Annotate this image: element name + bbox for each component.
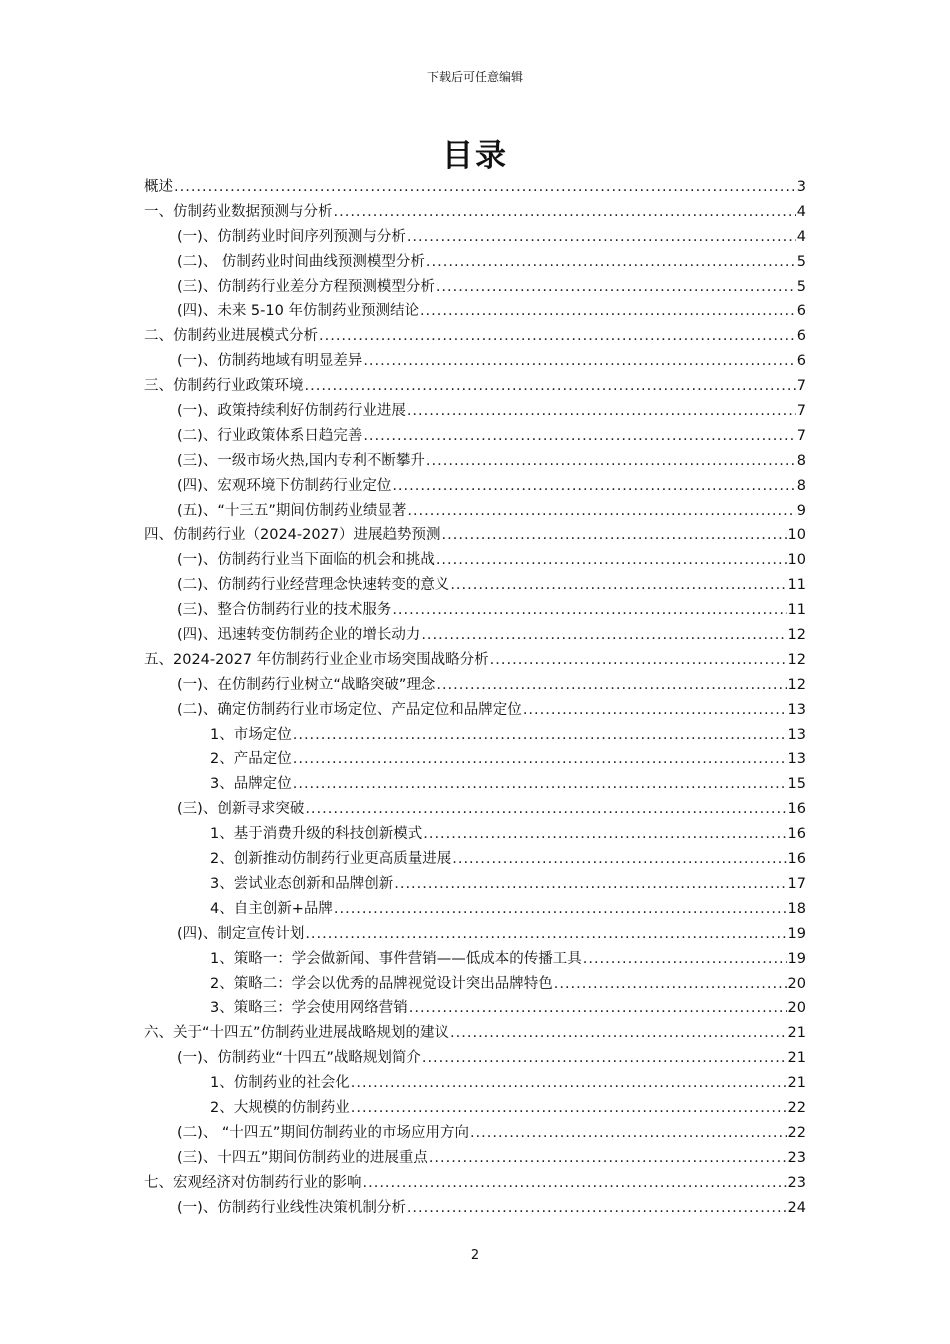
toc-dot-leader — [407, 499, 795, 524]
toc-entry-title: (二)、仿制药行业经营理念快速转变的意义 — [177, 577, 450, 594]
toc-entry-page: 17 — [787, 875, 806, 892]
toc-dot-leader — [363, 424, 795, 449]
toc-dot-leader — [436, 548, 787, 573]
toc-dot-leader — [452, 847, 786, 872]
toc-entry-page: 10 — [787, 552, 806, 569]
toc-entry-page: 13 — [787, 726, 806, 743]
toc-dot-leader — [442, 523, 787, 548]
toc-entry-title: 三、仿制药行业政策环境 — [144, 378, 304, 395]
toc-entry[interactable] — [144, 772, 806, 797]
toc-entry-page: 11 — [787, 577, 806, 594]
toc-entry[interactable] — [144, 847, 806, 872]
toc-entry-page: 19 — [787, 950, 806, 967]
toc-entry-title: (四)、宏观环境下仿制药行业定位 — [177, 477, 392, 494]
toc-entry-title: 五、2024-2027 年仿制药行业企业市场突围战略分析 — [144, 651, 489, 668]
toc-dot-leader — [363, 349, 795, 374]
header-note: 下载后可任意编辑 — [426, 70, 523, 84]
toc-entry[interactable] — [144, 598, 806, 623]
toc-dot-leader — [423, 822, 786, 847]
toc-entry[interactable] — [144, 673, 806, 698]
toc-dot-leader — [392, 474, 795, 499]
toc-entry-title: 3、策略三：学会使用网络营销 — [210, 1000, 408, 1017]
toc-entry-title: 六、关于“十四五”仿制药业进展战略规划的建议 — [144, 1025, 450, 1042]
toc-entry-page: 11 — [787, 602, 806, 619]
toc-entry[interactable] — [144, 797, 806, 822]
toc-entry-page: 5 — [796, 278, 806, 295]
toc-entry-title: (四)、未来 5-10 年仿制药业预测结论 — [177, 303, 419, 320]
toc-entry[interactable] — [144, 947, 806, 972]
toc-entry-page: 8 — [796, 452, 806, 469]
toc-entry[interactable] — [144, 1171, 806, 1196]
toc-entry-page: 7 — [796, 403, 806, 420]
toc-dot-leader — [450, 1021, 787, 1046]
toc-entry[interactable] — [144, 723, 806, 748]
page-number: 2 — [470, 1248, 480, 1263]
toc-entry-title: 七、宏观经济对仿制药行业的影响 — [144, 1174, 362, 1191]
toc-entry-title: (五)、“十三五”期间仿制药业绩显著 — [177, 502, 407, 519]
toc-entry[interactable] — [144, 250, 806, 275]
toc-entry[interactable] — [144, 1121, 806, 1146]
toc-dot-leader — [554, 972, 787, 997]
toc-entry-page: 13 — [787, 751, 806, 768]
toc-entry-page: 6 — [796, 353, 806, 370]
toc-entry-page: 18 — [787, 900, 806, 917]
toc-dot-leader — [319, 324, 796, 349]
toc-entry-page: 6 — [796, 328, 806, 345]
toc-entry-page: 19 — [787, 925, 806, 942]
toc-entry-title: (一)、仿制药行业线性决策机制分析 — [177, 1199, 406, 1216]
toc-dot-leader — [490, 648, 787, 673]
toc-dot-leader — [293, 723, 787, 748]
toc-dot-leader — [305, 797, 786, 822]
toc-entry-title: (一)、仿制药业时间序列预测与分析 — [177, 228, 406, 245]
toc-dot-leader — [409, 996, 787, 1021]
toc-entry-title: 2、大规模的仿制药业 — [210, 1099, 350, 1116]
toc-dot-leader — [426, 250, 796, 275]
toc-entry[interactable] — [144, 474, 806, 499]
toc-entry[interactable] — [144, 698, 806, 723]
toc-entry-title: (三)、一级市场火热,国内专利不断攀升 — [177, 452, 425, 469]
toc-entry-title: 1、基于消费升级的科技创新模式 — [210, 826, 423, 843]
toc-entry[interactable] — [144, 275, 806, 300]
toc-entry-page: 21 — [787, 1075, 806, 1092]
toc-entry[interactable] — [144, 1046, 806, 1071]
toc-entry[interactable] — [144, 1146, 806, 1171]
toc-entry-title: (三)、创新寻求突破 — [177, 801, 305, 818]
toc-entry[interactable] — [144, 324, 806, 349]
toc-entry[interactable] — [144, 1196, 806, 1221]
toc-entry-title: (一)、仿制药行业当下面临的机会和挑战 — [177, 552, 435, 569]
toc-dot-leader — [407, 399, 796, 424]
toc-entry-page: 23 — [787, 1174, 806, 1191]
toc-entry[interactable] — [144, 573, 806, 598]
toc-entry[interactable] — [144, 299, 806, 324]
toc-entry-title: 概述 — [144, 179, 173, 195]
toc-entry-title: (二)、行业政策体系日趋完善 — [177, 427, 363, 444]
toc-entry-page: 8 — [796, 477, 806, 494]
toc-dot-leader — [293, 772, 787, 797]
toc-entry-page: 7 — [796, 427, 806, 444]
toc-entry-page: 10 — [787, 527, 806, 544]
toc-dot-leader — [407, 225, 796, 250]
toc-entry-page: 12 — [787, 651, 806, 668]
toc-entry-title: (二)、 仿制药业时间曲线预测模型分析 — [177, 253, 425, 270]
toc-entry[interactable] — [144, 872, 806, 897]
toc-entry[interactable] — [144, 548, 806, 573]
toc-entry-page: 21 — [787, 1050, 806, 1067]
toc-dot-leader — [334, 897, 787, 922]
toc-entry[interactable] — [144, 449, 806, 474]
toc-entry-page: 20 — [787, 975, 806, 992]
toc-entry-title: (一)、在仿制药行业树立“战略突破”理念 — [177, 676, 436, 693]
toc-entry-title: 1、策略一：学会做新闻、事件营销——低成本的传播工具 — [210, 950, 582, 967]
toc-entry-title: (二)、确定仿制药行业市场定位、产品定位和品牌定位 — [177, 701, 522, 718]
toc-entry-title: (三)、整合仿制药行业的技术服务 — [177, 602, 392, 619]
toc-dot-leader — [523, 698, 787, 723]
toc-entry-page: 9 — [796, 502, 806, 519]
toc-entry[interactable] — [144, 499, 806, 524]
toc-entry-title: (一)、仿制药地域有明显差异 — [177, 353, 363, 370]
toc-dot-leader — [420, 299, 796, 324]
toc-entry-title: (一)、仿制药业“十四五”战略规划简介 — [177, 1050, 421, 1067]
toc-entry-title: (一)、政策持续利好仿制药行业进展 — [177, 403, 406, 420]
toc-dot-leader — [407, 1196, 787, 1221]
toc-entry-title: (四)、迅速转变仿制药企业的增长动力 — [177, 627, 421, 644]
toc-entry-page: 13 — [787, 701, 806, 718]
toc-entry-page: 12 — [787, 627, 806, 644]
toc-entry-page: 6 — [796, 303, 806, 320]
toc-dot-leader — [351, 1096, 787, 1121]
toc-entry-page: 4 — [796, 203, 806, 220]
toc-entry[interactable] — [144, 996, 806, 1021]
toc-entry[interactable] — [144, 648, 806, 673]
toc-entry-page: 16 — [787, 826, 806, 843]
toc-entry[interactable] — [144, 225, 806, 250]
toc-entry-page: 5 — [796, 253, 806, 270]
toc-entry-title: (二)、 “十四五”期间仿制药业的市场应用方向 — [177, 1124, 469, 1141]
toc-entry-page: 12 — [787, 676, 806, 693]
toc-entry[interactable] — [144, 523, 806, 548]
toc-dot-leader — [351, 1071, 787, 1096]
toc-dot-leader — [363, 1171, 787, 1196]
table-of-contents — [144, 175, 806, 1220]
toc-entry[interactable] — [144, 175, 806, 200]
toc-dot-leader — [392, 598, 786, 623]
toc-entry-page: 16 — [787, 801, 806, 818]
toc-dot-leader — [421, 623, 786, 648]
toc-dot-leader — [334, 200, 796, 225]
toc-dot-leader — [583, 947, 787, 972]
toc-dot-leader — [305, 374, 796, 399]
toc-entry-title: 4、自主创新+品牌 — [210, 900, 333, 917]
toc-dot-leader — [429, 1146, 787, 1171]
toc-title: 目录 — [442, 138, 508, 174]
toc-entry-title: (三)、十四五”期间仿制药业的进展重点 — [177, 1149, 428, 1166]
toc-entry-page: 3 — [796, 179, 806, 195]
toc-dot-leader — [394, 872, 786, 897]
toc-dot-leader — [436, 275, 796, 300]
toc-entry-page: 16 — [787, 851, 806, 868]
toc-dot-leader — [305, 922, 786, 947]
toc-entry-title: 3、品牌定位 — [210, 776, 292, 793]
toc-entry-page: 4 — [796, 228, 806, 245]
toc-dot-leader — [422, 1046, 787, 1071]
toc-entry-page: 22 — [787, 1124, 806, 1141]
toc-dot-leader — [450, 573, 786, 598]
toc-entry-title: (三)、仿制药行业差分方程预测模型分析 — [177, 278, 435, 295]
toc-entry[interactable] — [144, 972, 806, 997]
toc-entry[interactable] — [144, 1021, 806, 1046]
toc-entry-page: 7 — [796, 378, 806, 395]
toc-entry[interactable] — [144, 374, 806, 399]
toc-entry-title: 2、创新推动仿制药行业更高质量进展 — [210, 851, 452, 868]
toc-entry[interactable] — [144, 747, 806, 772]
toc-entry[interactable] — [144, 349, 806, 374]
toc-entry-title: 二、仿制药业进展模式分析 — [144, 328, 318, 345]
toc-entry-title: 3、尝试业态创新和品牌创新 — [210, 875, 394, 892]
toc-entry-page: 21 — [787, 1025, 806, 1042]
toc-entry-title: 1、仿制药业的社会化 — [210, 1075, 350, 1092]
toc-entry[interactable] — [144, 623, 806, 648]
toc-entry-title: 四、仿制药行业（2024-2027）进展趋势预测 — [144, 527, 441, 544]
toc-dot-leader — [174, 175, 796, 200]
toc-entry[interactable] — [144, 200, 806, 225]
toc-entry-page: 22 — [787, 1099, 806, 1116]
toc-entry-title: 2、产品定位 — [210, 751, 292, 768]
toc-entry[interactable] — [144, 822, 806, 847]
toc-entry-page: 15 — [787, 776, 806, 793]
toc-dot-leader — [293, 747, 787, 772]
toc-entry-title: (四)、制定宣传计划 — [177, 925, 305, 942]
toc-entry-page: 23 — [787, 1149, 806, 1166]
toc-entry[interactable] — [144, 1096, 806, 1121]
toc-dot-leader — [436, 673, 786, 698]
toc-entry-title: 一、仿制药业数据预测与分析 — [144, 203, 333, 220]
toc-entry[interactable] — [144, 424, 806, 449]
toc-entry[interactable] — [144, 399, 806, 424]
toc-entry-title: 2、策略二：学会以优秀的品牌视觉设计突出品牌特色 — [210, 975, 553, 992]
toc-entry-page: 24 — [787, 1199, 806, 1216]
toc-entry-title: 1、市场定位 — [210, 726, 292, 743]
toc-dot-leader — [426, 449, 796, 474]
toc-dot-leader — [470, 1121, 787, 1146]
toc-entry-page: 20 — [787, 1000, 806, 1017]
toc-entry[interactable] — [144, 1071, 806, 1096]
toc-entry[interactable] — [144, 897, 806, 922]
toc-entry[interactable] — [144, 922, 806, 947]
